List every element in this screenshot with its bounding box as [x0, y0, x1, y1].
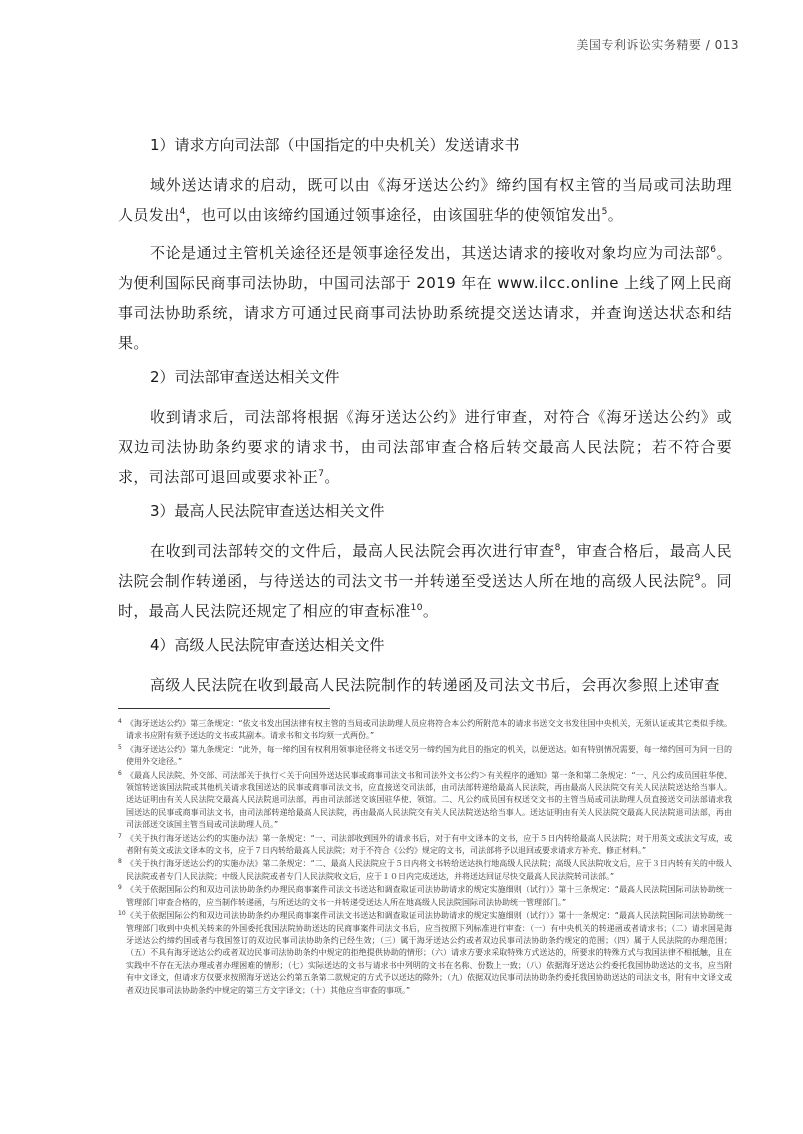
paragraph-3: 收到请求后，司法部将根据《海牙送达公约》进行审查，对符合《海牙送达公约》或双边司法协助条约要求的请求书，由司法部审查合格后转交最高人民法院；若不符合要求，司法部可退回或要求补正$^7$。	[118, 408, 732, 486]
footnote: 10 《关于依据国际公约和双边司法协助条约办理民商事案件司法文书送达和调查取证司法协助请求的规定实施细则（试行）》第十一条规定：“最高人民法院国际司法协助统一管理部门收到中央机关转来的外国委托我国法院协助送达的民商事案件司法文书后，应当按照下列标准进行审查：（一）有中央机关的转递函或者请求书；（二）请求国是海牙送达公约缔约国或者与我国签订的双边民事司法协助条约已经生效；（三）属于海牙送达公约或者双边民事司法协助条约规定的范围；（四）属于人民法院的办理范围；（五）不具有海牙送达公约或者双边民事司法协助条约中规定的拒绝提供协助的情形；（六）请求方要求采取特殊方式送达的，所要求的特殊方式与我国法律不相抵触，且在实践中不存在无法办理或者办理困难的情形；（七）实际送达的文书与请求书中列明的文书在名称、份数上一致；（八）依据海牙送达公约委托我国协助送达的文书，应当附有中文译文，但请求方仅要求按照海牙送达公约第五条第二款规定的方式予以送达的除外；（九）依据双边民事司法协助条约委托我国协助送达的司法文书，附有中文译文或者双边民事司法协助条约中规定的第三方文字译文；（十）其他应当审查的事项。”	[118, 910, 732, 995]
footnote-ref[interactable]: 8	[554, 543, 561, 553]
footnote-number: 4	[118, 718, 122, 725]
paragraph-4: 在收到司法部转交的文件后，最高人民法院会再次进行审查$^8$，审查合格后，最高人民法院会制作转递函，与待送达的司法文书一并转递至受送达人所在地的高级人民法院$^9$。同时，最高人民法院还规定了相应的审查标准$^{10}$。	[118, 542, 732, 620]
running-header: 美国专利诉讼实务精要 / 013	[576, 38, 739, 52]
footnote-ref[interactable]: 5	[601, 207, 608, 217]
footnote: 5 《海牙送达公约》第九条规定：“此外，每一缔约国有权利用领事途径将文书送交另一缔约国为此目的指定的机关，以便送达。如有特别情况需要，每一缔约国可为同一目的使用外交途径。”	[118, 743, 732, 767]
footnote-number: 7	[118, 832, 122, 840]
main-content	[118, 128, 732, 708]
footnote-ref[interactable]: 7	[318, 469, 325, 479]
section-heading-4: 4）高级人民法院审查送达相关文件	[150, 636, 385, 654]
footnote-ref[interactable]: 4	[179, 207, 186, 217]
footnotes-section	[118, 718, 732, 998]
footnote-number: 6	[118, 769, 122, 777]
footnote: 4 《海牙送达公约》第三条规定：“依文书发出国法律有权主管的当局或司法助理人员应将符合本公约所附范本的请求书送交文书发往国中央机关，无须认证或其它类似手续。请求书应附有须予送达的文书或其副本。请求书和文书均须一式两份。”	[118, 718, 732, 741]
footnote-number: 8	[118, 858, 122, 866]
footnote: 6 《最高人民法院、外交部、司法部关于执行＜关于向国外送达民事或商事司法文书和司法外文书公约＞有关程序的通知》第一条和第二条规定：“一、凡公约成员国驻华使、领馆转送该国法院或其他机关请求我国送达的民事或商事司法文书，应直接送交司法部，由司法部转递给最高人民法院，再由最高人民法院交有关人民法院送达给当事人。送达证明由有关人民法院交最高人民法院退司法部，再由司法部送交该国驻华使、领馆。二、凡公约成员国有权送交文书的主管当局或司法助理人员直接送交司法部请求我国送达的民事或商事司法文书，由司法部转递给最高人民法院，再由最高人民法院交有关人民法院送达给当事人。送达证明由有关人民法院交最高人民法院退司法部，再由司法部送交该国主管当局或司法助理人员。”	[118, 769, 732, 830]
footnote-number: 10	[118, 910, 126, 918]
footnote-ref[interactable]: 9	[694, 573, 701, 583]
section-heading-1: 1）请求方向司法部（中国指定的中央机关）发送请求书	[150, 136, 520, 154]
section-heading-2: 2）司法部审查送达相关文件	[150, 368, 340, 386]
paragraph-2: 不论是通过主管机关途径还是领事途径发出，其送达请求的接收对象均应为司法部$^6$。为便利国际民商事司法协助，中国司法部于 2019 年在 www.ilcc.online 上线了网上民商事司法协助系统，请求方可通过民商事司法协助系统提交送达请求，并查询送达状态和结果。	[118, 244, 733, 352]
paragraph-1: 域外送达请求的启动，既可以由《海牙送达公约》缔约国有权主管的当局或司法助理人员发出$^4$，也可以由该缔约国通过领事途径，由该国驻华的使领馆发出$^5$。	[118, 176, 732, 224]
footnote: 7 《关于执行海牙送达公约的实施办法》第一条规定：“一、司法部收到国外的请求书后，对于有中文译本的文书，应于５日内转给最高人民法院；对于用英文或法文写成，或者附有英文或法文译本的文书，应于７日内转给最高人民法院；对于不符合《公约》规定的文书，司法部将予以退回或要求请求方补充、修正材料。”	[118, 832, 732, 856]
footnote-divider	[118, 708, 330, 709]
section-heading-3: 3）最高人民法院审查送达相关文件	[150, 502, 385, 520]
footnote-ref[interactable]: 6	[710, 245, 717, 255]
footnote: 8 《关于执行海牙送达公约的实施办法》第二条规定：“二、最高人民法院应于５日内将文书转给送达执行地高级人民法院；高级人民法院收文后，应于３日内转有关的中级人民法院或者专门人民法院；中级人民法院或者专门人民法院收文后，应于１０日内完成送达，并将送达回证尽快交最高人民法院转司法部。”	[118, 858, 732, 881]
paragraph-5: 高级人民法院在收到最高人民法院制作的转递函及司法文书后，会再次参照上述审查	[150, 676, 720, 694]
footnote-number: 9	[118, 884, 122, 892]
footnote-number: 5	[118, 743, 122, 751]
footnote: 9 《关于依据国际公约和双边司法协助条约办理民商事案件司法文书送达和调查取证司法协助请求的规定实施细则（试行）》第十三条规定：“最高人民法院国际司法协助统一管理部门审查合格的，应当制作转递函，与所送达的文书一并转递受送达人所在地高级人民法院国际司法协助统一管理部门。”	[118, 884, 732, 907]
footnote-ref[interactable]: 10	[410, 603, 423, 613]
